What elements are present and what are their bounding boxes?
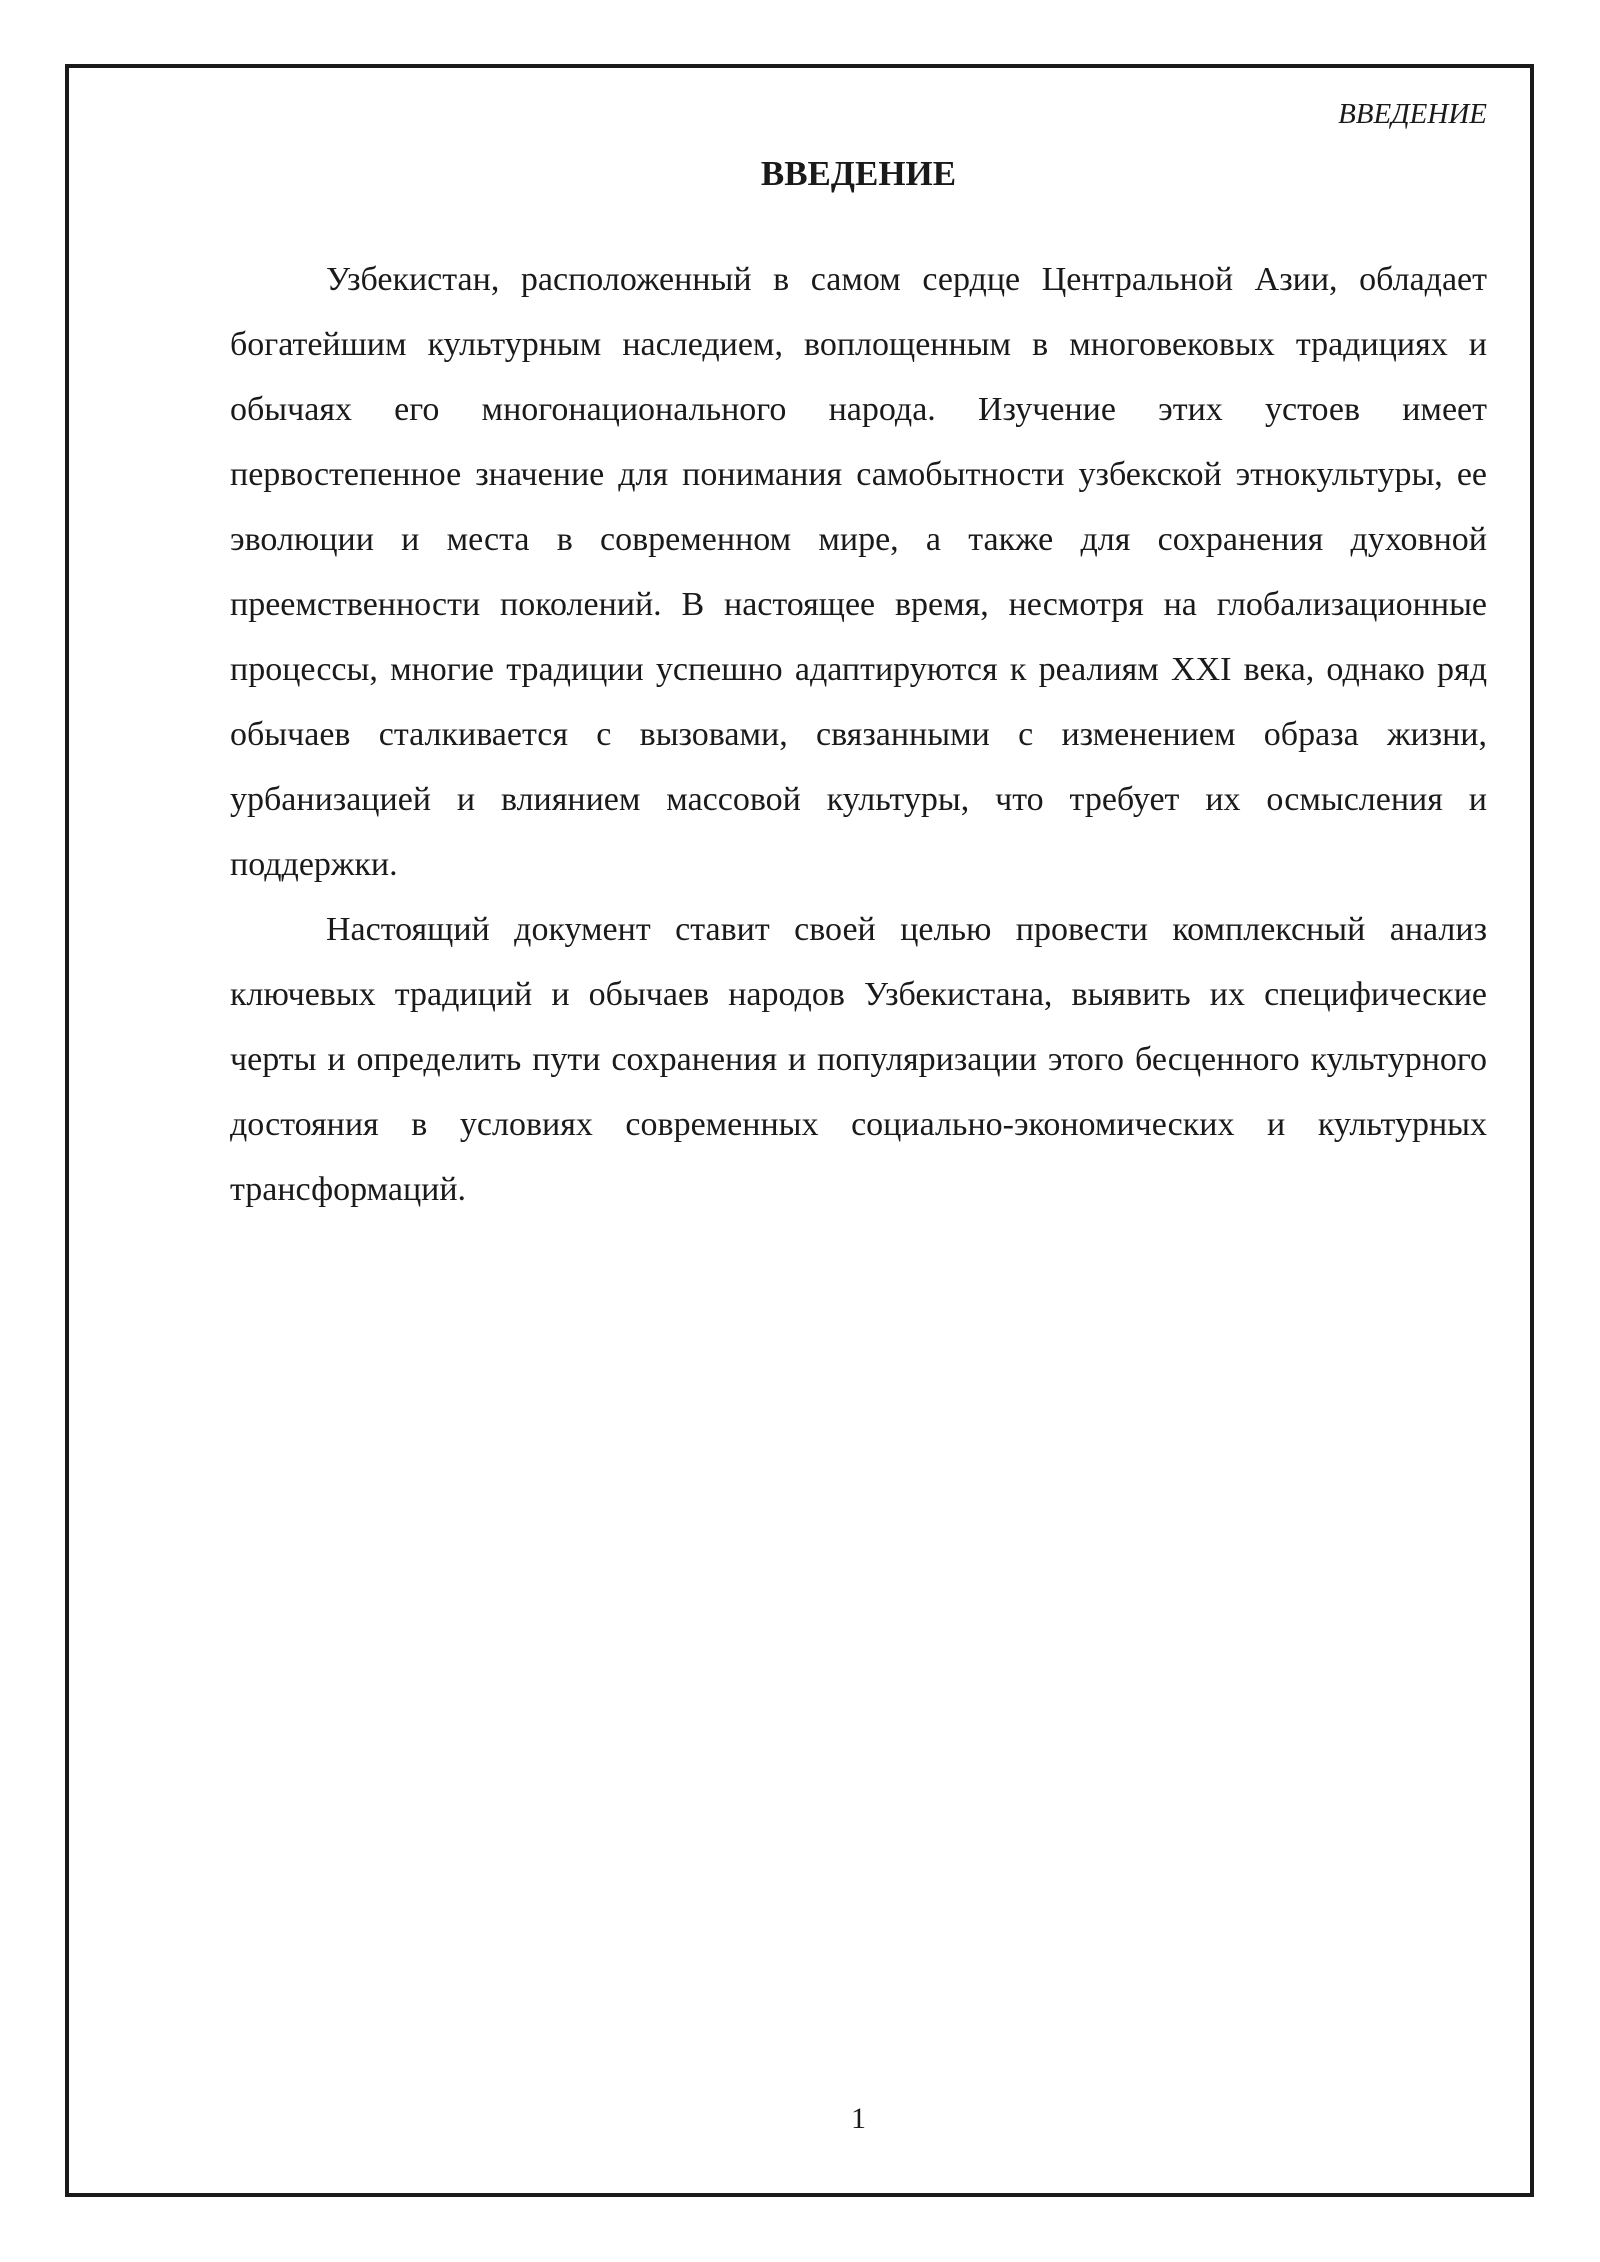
paragraph-intro: Узбекистан, расположенный в самом сердце Центральной Азии, обладает богатейшим культурным наследием, воплощенным в многовековых традициях и обычаях его многонационального народа. Изучение этих устоев имеет первостепенное значение для понимания самобытности узбекской этнокультуры, ее эволюции и места в современном мире, а также для сохранения духовной преемственности поколений. В настоящее время, несмотря на глобализационные процессы, многие традиции успешно адаптируются к реалиям XXI века, однако ряд обычаев сталкивается с вызовами, связанными с изменением образа жизни, урбанизацией и влиянием массовой культуры, что требует их осмысления и поддержки. bbox=[230, 261, 1487, 883]
running-header: ВВЕДЕНИЕ bbox=[1338, 98, 1487, 130]
page-number: 1 bbox=[851, 2102, 866, 2135]
paragraph-purpose: Настоящий документ ставит своей целью провести комплексный анализ ключевых традиций и обычаев народов Узбекистана, выявить их специфические черты и определить пути сохранения и популяризации этого бесценного культурного достояния в условиях современных социально-экономических и культурных трансформаций. bbox=[230, 911, 1487, 1208]
document-body bbox=[230, 247, 1487, 1222]
document-title: ВВЕДЕНИЕ bbox=[760, 154, 957, 193]
